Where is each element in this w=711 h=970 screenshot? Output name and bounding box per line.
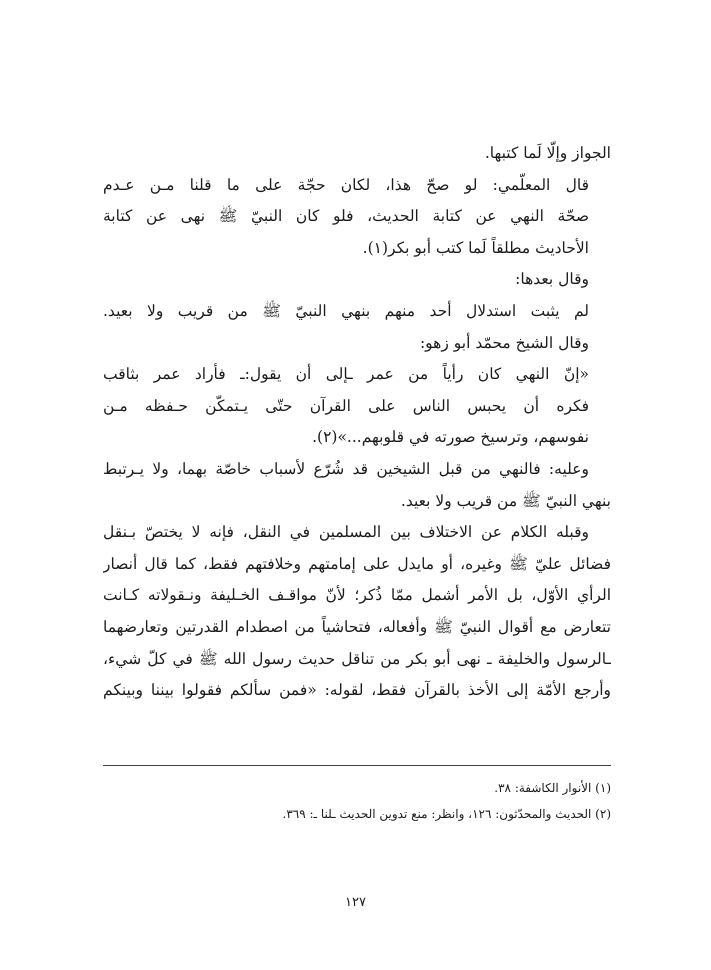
text-line: وعليه: فالنهي من قبل الشيخين قد شُرّع لأسباب خاصّة بهما، ولا يـرتبط — [103, 459, 589, 478]
text-line: بنهي النبيّ ﷺ من قريب ولا بعيد. — [400, 491, 611, 510]
text-line: صحّة النهي عن كتابة الحديث، فلو كان النبيّ ﷺ نهى عن كتابة — [103, 207, 589, 226]
text-line: وقبله الكلام عن الاختلاف بين المسلمين في النقل، فإنه لا يختصّ بـنقل — [103, 523, 589, 542]
text-line: «إنّ النهي كان رأياً من عمر ـإلى أن يقول:ـ فأراد عمر بثاقب — [103, 365, 589, 384]
text-line: ـالرسول والخليفة ـ نهى أبو بكر من تناقل حديث رسول الله ﷺ في كلّ شيء، — [103, 649, 611, 668]
text-line: الرأي الأوّل، بل الأمر أشمل ممّا ذُكر؛ لأنّ مواقـف الخـليفة ونـقولاته كـانت — [103, 586, 611, 605]
footnote: (١) الأنوار الكاشفة: ٣٨. — [494, 781, 611, 795]
text-line: تتعارض مع أقوال النبيّ ﷺ وأفعاله، فتحاشياً من اصطدام القدرتين وتعارضهما — [103, 617, 611, 636]
body-text — [103, 138, 611, 707]
page-number: ١٢٧ — [345, 895, 366, 910]
text-line: وأرجع الأمّة إلى الأخذ بالقرآن فقط، لقوله: «فمن سألكم فقولوا بيننا وبينكم — [103, 681, 611, 700]
footnotes — [103, 775, 611, 827]
text-line: قال المعلّمي: لو صحّ هذا، لكان حجّة على ما قلنا مـن عـدم — [103, 175, 589, 194]
text-line: نفوسهم، وترسيخ صورته في قلوبهم...»(٢). — [312, 428, 589, 447]
text-line: فضائل عليّ ﷺ وغيره، أو مايدل على إمامتهم وخلافتهم فقط، كما قال أنصار — [103, 554, 611, 573]
text-line: الأحاديث مطلقاً لَما كتب أبو بكر(١). — [362, 238, 589, 257]
text-line: لم يثبت استدلال أحد منهم بنهي النبيّ ﷺ من قريب ولا بعيد. — [103, 301, 589, 320]
text-line: الجواز وإلّا لَما كتبها. — [484, 144, 611, 162]
text-line: وقال بعدها: — [515, 270, 589, 289]
footnote-separator — [103, 765, 611, 766]
text-line: وقال الشيخ محمّد أبو زهو: — [419, 333, 589, 352]
footnote: (٢) الحديث والمحدّثون: ١٢٦، وانظر: منع تدوين الحديث ـلنا ـ: ٣٦٩. — [282, 807, 611, 821]
text-line: فكره أن يحبس الناس على القرآن حتّى يـتمكّن حـفظه مـن — [103, 396, 589, 415]
